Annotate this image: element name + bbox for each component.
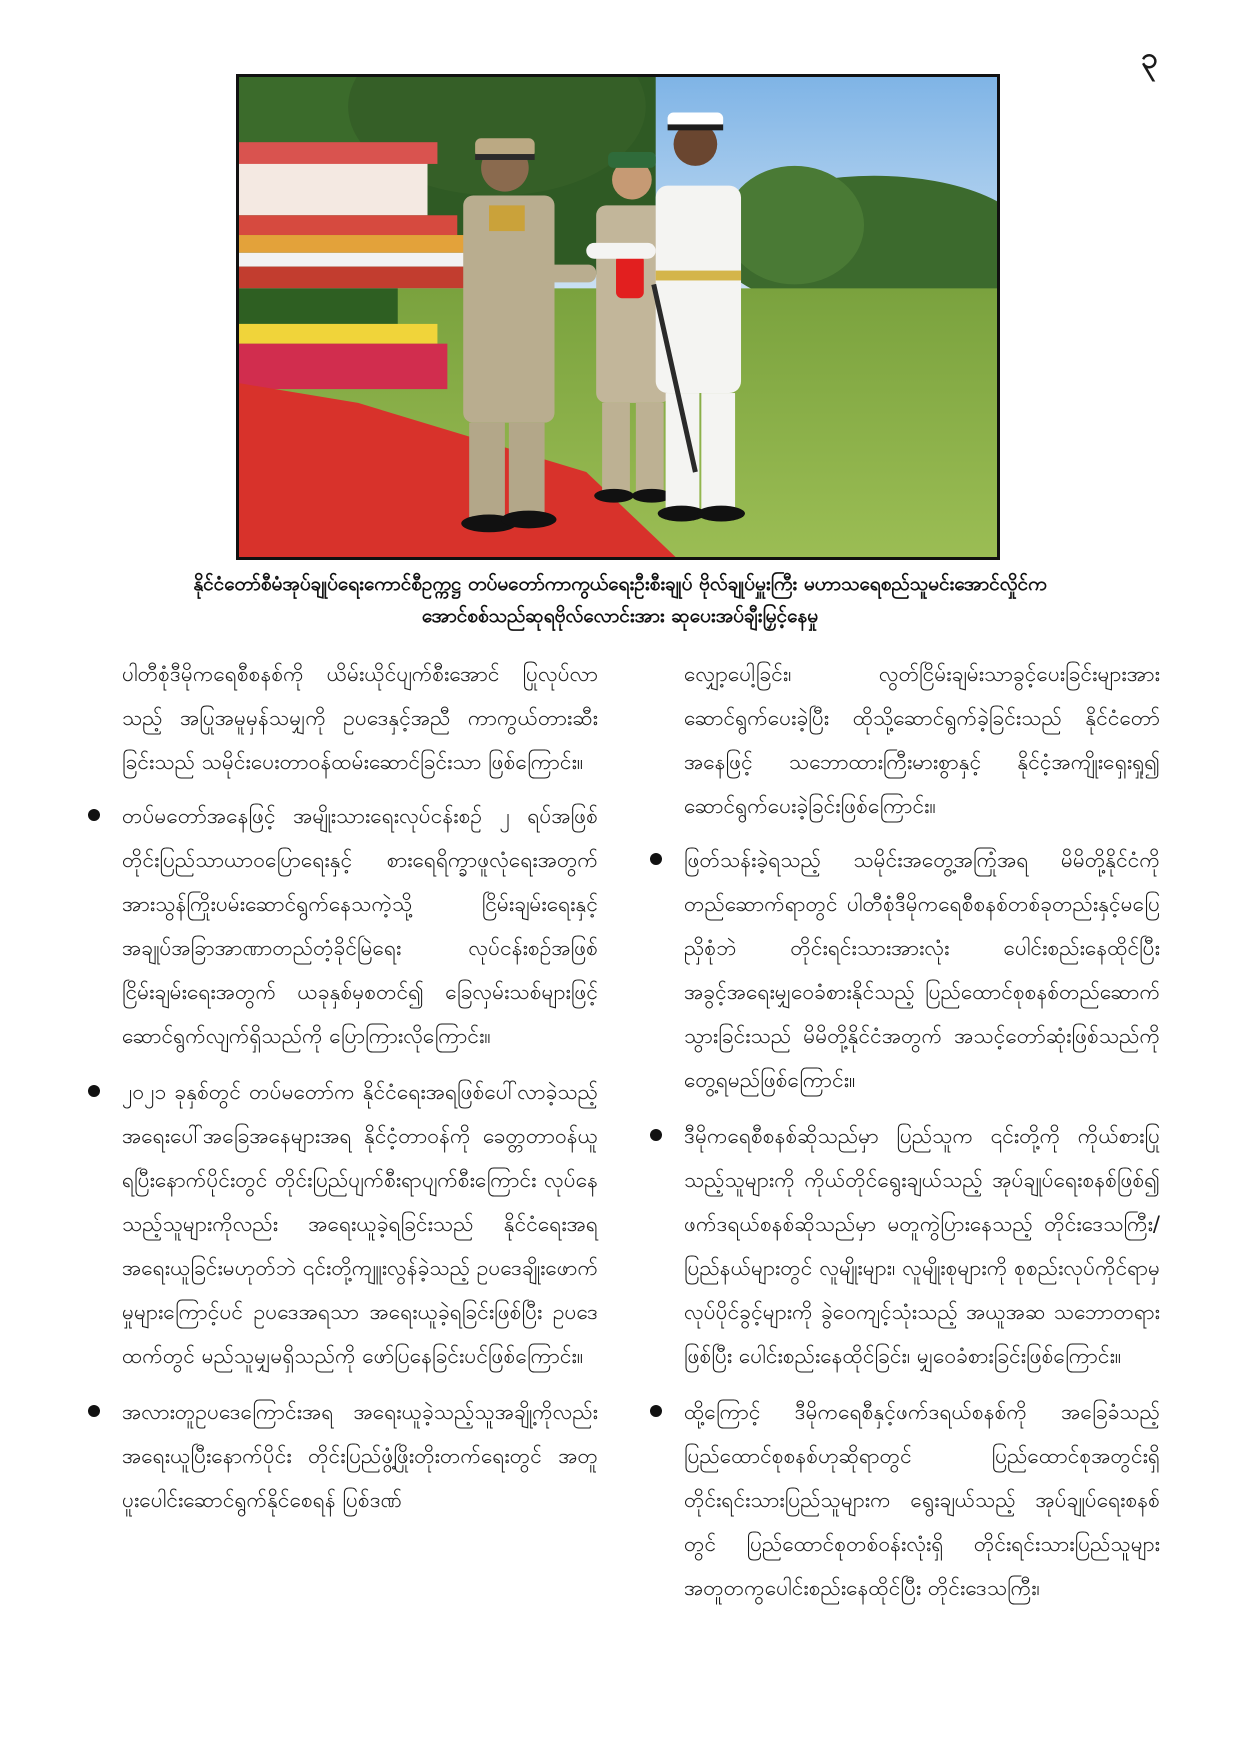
left-bullet-item — [88, 1070, 598, 1378]
right-bullet-text: ထို့ကြောင့် ဒီမိုကရေစီနှင့်ဖက်ဒရယ်စနစ်ကို အခြေခံသည့် ပြည်ထောင်စုစနစ်ဟုဆိုရာတွင် ပြည်ထောင်စုအတွင်းရှိ တိုင်းရင်းသားပြည်သူများက ရွေးချယ်သည့် အုပ်ချုပ်ရေးစနစ်တွင် ပြည်ထောင်စုတစ်ဝန်းလုံးရှိ တိုင်းရင်းသားပြည်သူများ အတူတကွပေါင်းစည်းနေထိုင်ပြီး တိုင်းဒေသကြီး၊ — [684, 1400, 1160, 1600]
caption-line-1: နိုင်ငံတော်စီမံအုပ်ချုပ်ရေးကောင်စီဥက္ကဋ္ဌ တပ်မတော်ကာကွယ်ရေးဦးစီးချုပ် ဗိုလ်ချုပ်မှူးကြီး မဟာသရေစည်သူမင်းအောင်လှိုင်က — [193, 573, 1047, 595]
left-bullet-text: ၂၀၂၁ ခုနှစ်တွင် တပ်မတော်က နိုင်ငံရေးအရဖြစ်ပေါ်လာခဲ့သည့် အရေးပေါ်အခြေအနေများအရ နိုင်ငံ့တာဝန်ကို ခေတ္တတာဝန်ယူရပြီးနောက်ပိုင်းတွင် တိုင်းပြည်ပျက်စီးရာပျက်စီးကြောင်း လုပ်နေသည့်သူများကိုလည်း အရေးယူခဲ့ရခြင်းသည် နိုင်ငံရေးအရအရေးယူခြင်းမဟုတ်ဘဲ ၎င်းတို့ကျူးလွန်ခဲ့သည့် ဥပဒေချိုးဖောက်မှုများကြောင့်ပင် ဥပဒေအရသာ အရေးယူခဲ့ရခြင်းဖြစ်ပြီး ဥပဒေထက်တွင် မည်သူမျှမရှိသည်ကို ဖော်ပြနေခြင်းပင်ဖြစ်ကြောင်း။ — [122, 1080, 598, 1368]
news-photo — [236, 74, 1000, 560]
caption-line-2: အောင်စစ်သည်ဆုရဗိုလ်လောင်းအား ဆုပေးအပ်ချီးမြှင့်နေမှု — [421, 605, 819, 627]
bullet-icon — [650, 1405, 662, 1417]
right-bullet-text: ဒီမိုကရေစီစနစ်ဆိုသည်မှာ ပြည်သူက ၎င်းတို့ကို ကိုယ်စားပြုသည့်သူများကို ကိုယ်တိုင်ရွေးချယ်သည့် အုပ်ချုပ်ရေးစနစ်ဖြစ်၍ ဖက်ဒရယ်စနစ်ဆိုသည်မှာ မတူကွဲပြားနေသည့် တိုင်းဒေသကြီး/ ပြည်နယ်များတွင် လူမျိုးများ၊ လူမျိုးစုများကို စုစည်းလုပ်ကိုင်ရာမှ လုပ်ပိုင်ခွင့်များကို ခွဲဝေကျင့်သုံးသည့် အယူအဆ သဘောတရားဖြစ်ပြီး ပေါင်းစည်းနေထိုင်ခြင်း၊ မျှဝေခံစားခြင်းဖြစ်ကြောင်း။ — [684, 1124, 1160, 1368]
right-bullet-item — [650, 1390, 1160, 1610]
left-bullet-item — [88, 1390, 598, 1522]
ceremony-photo-illustration — [239, 77, 997, 557]
photo-caption — [100, 568, 1140, 632]
right-column — [650, 652, 1160, 1622]
right-bullet-text: ဖြတ်သန်းခဲ့ရသည့် သမိုင်းအတွေ့အကြုံအရ မိမိတို့နိုင်ငံကို တည်ဆောက်ရာတွင် ပါတီစုံဒီမိုကရေစီစနစ်တစ်ခုတည်းနှင့်မပြေညှိစုံဘဲ တိုင်းရင်းသားအားလုံး ပေါင်းစည်းနေထိုင်ပြီး အခွင့်အရေးမျှဝေခံစားနိုင်သည့် ပြည်ထောင်စုစနစ်တည်ဆောက်သွားခြင်းသည် မိမိတို့နိုင်ငံအတွက် အသင့်တော်ဆုံးဖြစ်သည်ကို တွေ့ရမည်ဖြစ်ကြောင်း။ — [684, 848, 1160, 1092]
left-column — [88, 652, 598, 1534]
left-bullet-item — [88, 794, 598, 1058]
page-number: ၃ — [1141, 41, 1158, 76]
left-intro-paragraph: ပါတီစုံဒီမိုကရေစီစနစ်ကို ယိမ်းယိုင်ပျက်စီးအောင် ပြုလုပ်လာသည့် အပြုအမူမှန်သမျှကို ဥပဒေနှင့်အညီ ကာကွယ်တားဆီးခြင်းသည် သမိုင်းပေးတာဝန်ထမ်းဆောင်ခြင်းသာ ဖြစ်ကြောင်း။ — [122, 662, 598, 774]
left-bullet-text: အလားတူဥပဒေကြောင်းအရ အရေးယူခဲ့သည့်သူအချို့ကိုလည်း အရေးယူပြီးနောက်ပိုင်း တိုင်းပြည်ဖွံ့ဖြိုးတိုးတက်ရေးတွင် အတူပူးပေါင်းဆောင်ရွက်နိုင်စေရန် ပြစ်ဒဏ် — [122, 1400, 598, 1512]
right-intro-paragraph: လျှော့ပေါ့ခြင်း၊ လွတ်ငြိမ်းချမ်းသာခွင့်ပေးခြင်းများအား ဆောင်ရွက်ပေးခဲ့ပြီး ထိုသို့ဆောင်ရွက်ခဲ့ခြင်းသည် နိုင်ငံတော်အနေဖြင့် သဘောထားကြီးမားစွာနှင့် နိုင်ငံ့အကျိုးရှေးရှု၍ ဆောင်ရွက်ပေးခဲ့ခြင်းဖြစ်ကြောင်း။ — [684, 662, 1160, 818]
right-bullet-item — [650, 838, 1160, 1102]
bullet-icon — [88, 1405, 100, 1417]
bullet-icon — [650, 1129, 662, 1141]
bullet-icon — [88, 809, 100, 821]
bullet-icon — [650, 853, 662, 865]
left-bullet-text: တပ်မတော်အနေဖြင့် အမျိုးသားရေးလုပ်ငန်းစဉ် ၂ ရပ်အဖြစ် တိုင်းပြည်သာယာဝပြောရေးနှင့် စားရေရိက္ခာဖူလုံရေးအတွက် အားသွန်ကြိုးပမ်းဆောင်ရွက်နေသကဲ့သို့ ငြိမ်းချမ်းရေးနှင့် အချုပ်အခြာအာဏာတည်တံ့ခိုင်မြဲရေး လုပ်ငန်းစဉ်အဖြစ် ငြိမ်းချမ်းရေးအတွက် ယခုနှစ်မှစတင်၍ ခြေလှမ်းသစ်များဖြင့် ဆောင်ရွက်လျက်ရှိသည်ကို ပြောကြားလိုကြောင်း။ — [122, 804, 598, 1048]
bullet-icon — [88, 1085, 100, 1097]
right-bullet-item — [650, 1114, 1160, 1378]
